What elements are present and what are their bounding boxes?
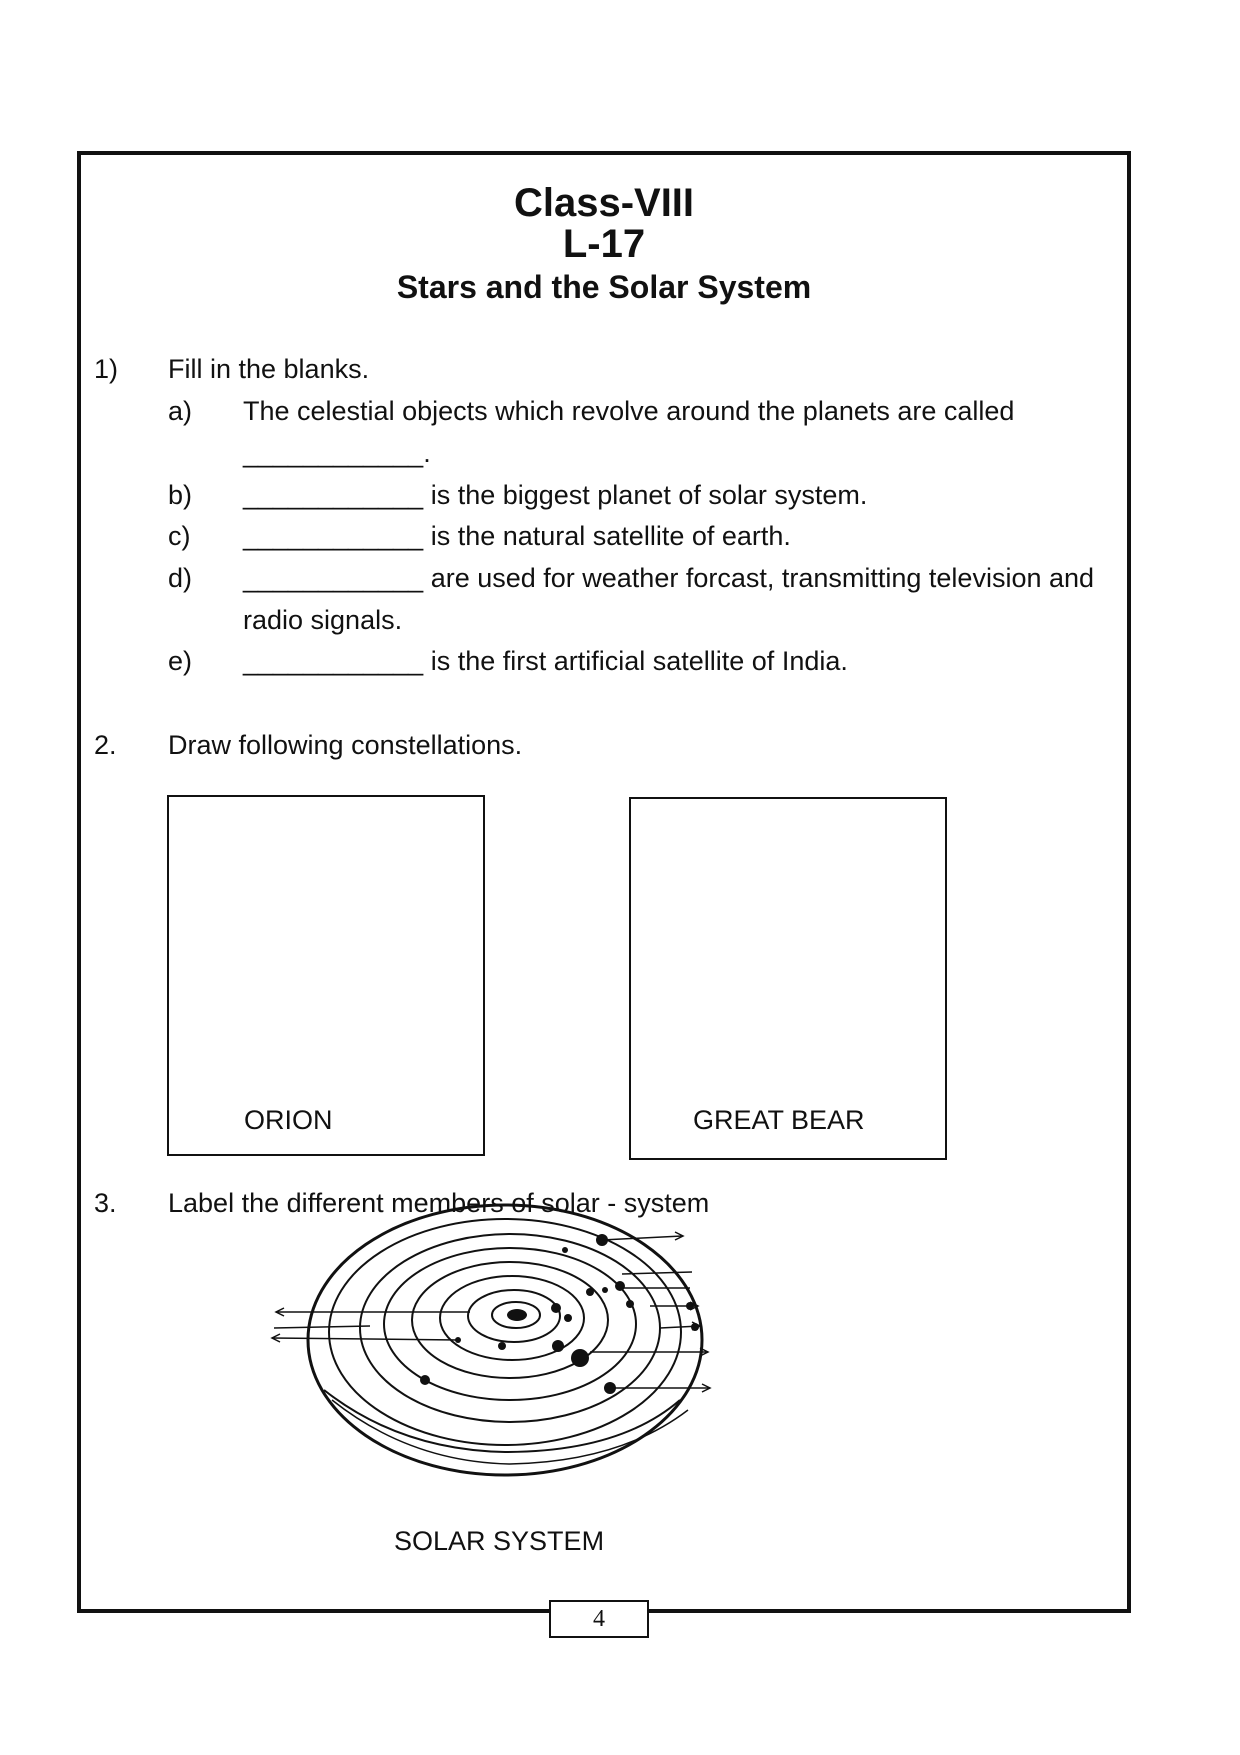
- orbit-ring: [329, 1219, 681, 1445]
- q1e-label: e): [168, 646, 193, 676]
- q1c-label: c): [168, 521, 191, 551]
- planet-dot: [615, 1281, 625, 1291]
- q2-number: 2.: [94, 730, 117, 760]
- q1a-label: a): [168, 396, 193, 426]
- q1a-text: The celestial objects which revolve around the planets are called: [243, 396, 1015, 426]
- q1b-text: ____________ is the biggest planet of solar system.: [243, 480, 868, 510]
- q1e-text: ____________ is the first artificial satellite of India.: [243, 646, 848, 676]
- q1c-text: ____________ is the natural satellite of earth.: [243, 521, 791, 551]
- q2-title: Draw following constellations.: [168, 730, 523, 760]
- planet-dot: [571, 1349, 589, 1367]
- planet-dot: [604, 1382, 616, 1394]
- lesson-heading: L-17: [562, 222, 646, 266]
- sun-icon: [507, 1309, 527, 1321]
- solar-system-figure: [220, 1100, 740, 1480]
- q1-title: Fill in the blanks.: [168, 354, 370, 384]
- planet-dot: [552, 1340, 564, 1352]
- q3-number: 3.: [94, 1188, 117, 1218]
- orion-label: ORION: [244, 1105, 333, 1135]
- class-heading: Class-VIII: [513, 181, 695, 225]
- q1a-blank: ____________.: [243, 438, 431, 468]
- planet-dot: [551, 1303, 561, 1313]
- q1d-text-cont: radio signals.: [243, 605, 403, 635]
- chapter-title: Stars and the Solar System: [396, 269, 812, 305]
- label-arrow: [622, 1272, 692, 1274]
- figure-caption: SOLAR SYSTEM: [394, 1526, 605, 1556]
- planet-dot: [562, 1247, 568, 1253]
- label-arrow: [274, 1326, 370, 1328]
- q3-title: Label the different members of solar - system: [168, 1188, 710, 1218]
- q1b-label: b): [168, 480, 193, 510]
- q1d-text: ____________ are used for weather forcast, transmitting television and: [243, 563, 1095, 593]
- planet-dot: [602, 1287, 608, 1293]
- label-arrow: [602, 1236, 682, 1240]
- planet-dot: [564, 1314, 572, 1322]
- planet-dot: [586, 1288, 594, 1296]
- planet-dot: [626, 1300, 634, 1308]
- label-arrow: [272, 1338, 458, 1340]
- q1d-label: d): [168, 563, 193, 593]
- planet-dot: [498, 1342, 506, 1350]
- outer-orbit-ring: [308, 1205, 702, 1475]
- planet-dot: [420, 1375, 430, 1385]
- page-number: 4: [549, 1600, 649, 1638]
- q1-number: 1): [94, 354, 119, 384]
- great-bear-label: GREAT BEAR: [693, 1105, 865, 1135]
